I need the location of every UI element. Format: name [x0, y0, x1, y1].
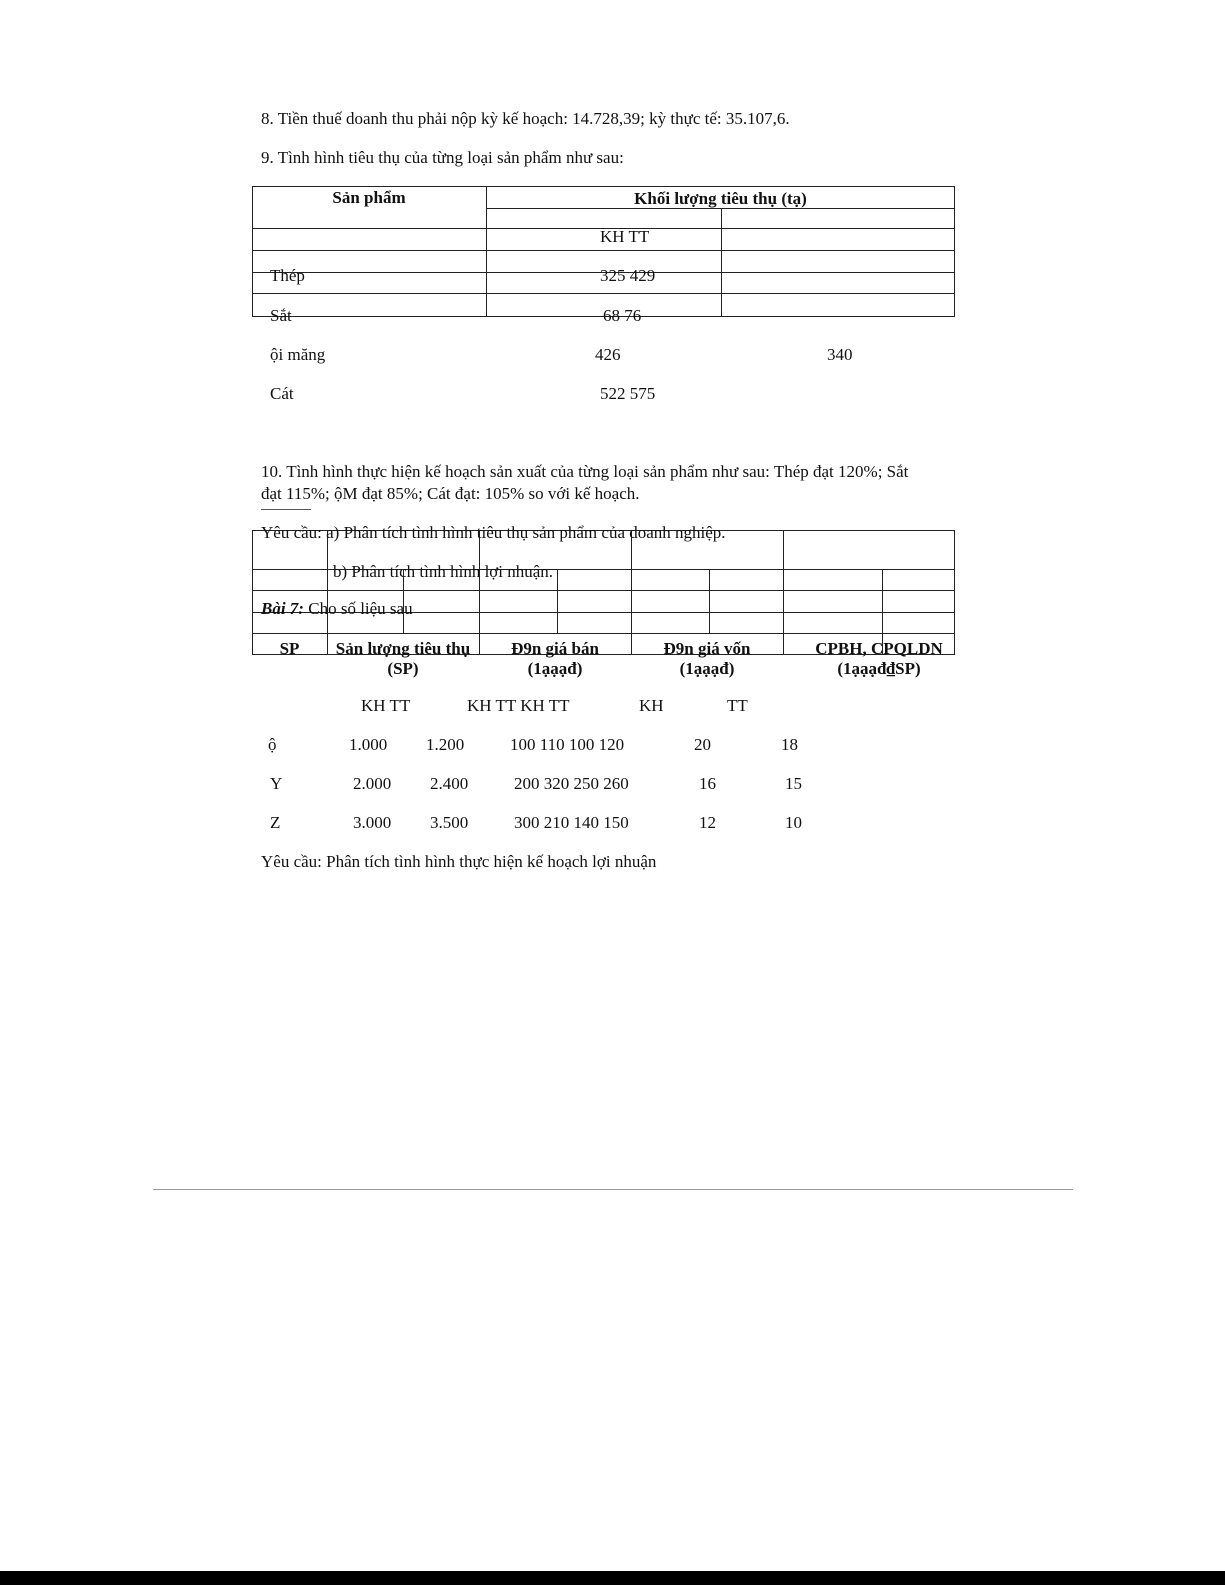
table2-row-sp: Y [270, 774, 283, 793]
table2-row-exp-tt: 18 [781, 735, 798, 754]
table2-row-prices: 200 320 250 260 [514, 774, 629, 793]
table1-row-name: ội măng [270, 345, 326, 364]
table2-col-divider [783, 530, 784, 655]
table2-row-tt: 3.500 [430, 813, 469, 832]
table2-col-divider [479, 530, 480, 655]
table2-row-exp-kh: 16 [699, 774, 716, 793]
bai7-label: Bài 7: [261, 599, 304, 618]
table1-header-product: Sản phẩm [332, 188, 406, 207]
bai7-text: Cho số liệu sau [303, 599, 413, 618]
table2-row-tt: 1.200 [426, 735, 465, 754]
table2-header-expense-unit: (1ạạạđ₫SP) [837, 659, 921, 678]
table2-row-exp-kh: 12 [699, 813, 716, 832]
requirement-a: Yêu cầu: a) Phân tích tình hình tiêu thụ sản phẩm của doanh nghiệp. [261, 523, 726, 542]
table1-row-values: 325 429 [600, 266, 656, 285]
viewer-bottom-bar [0, 1571, 1225, 1585]
table2-sub-kh: KH [639, 696, 664, 715]
table2-sub-tt: TT [727, 696, 748, 715]
table2-row-sp: ộ [268, 735, 277, 754]
table1-row-name: Thép [270, 266, 305, 285]
table1-row-name: Cát [270, 384, 294, 403]
table2-col-divider [631, 530, 632, 655]
table2-row-exp-kh: 20 [694, 735, 711, 754]
page-separator [153, 1189, 1073, 1190]
table2-header-price-unit: (1ạạạđ) [527, 659, 583, 678]
table2-header-cost-unit: (1ạạạđ) [679, 659, 735, 678]
table2-row-tt: 2.400 [430, 774, 469, 793]
table1-row-tt: 340 [827, 345, 853, 364]
table1-subheader: KH TT [600, 227, 650, 246]
table2-row-sp: Z [270, 813, 281, 832]
item-10-line-1: 10. Tình hình thực hiện kế hoạch sản xuất của từng loại sản phẩm như sau: Thép đạt 120%; Sắt [261, 462, 909, 481]
table1-row-line [486, 208, 955, 209]
table2-col-divider [709, 569, 710, 633]
table2-header-sp: SP [279, 639, 300, 658]
final-requirement: Yêu cầu: Phân tích tình hình thực hiện kế hoạch lợi nhuận [261, 852, 657, 871]
table1-row-kh: 426 [595, 345, 621, 364]
table2-sub-qty: KH TT [361, 696, 411, 715]
item-10-line-2: đạt 115%; ộM đạt 85%; Cát đạt: 105% so với kế hoạch. [261, 484, 640, 503]
table2-header-price: Đ9n giá bán [511, 639, 599, 658]
requirement-b: b) Phân tích tình hình lợi nhuận. [333, 562, 554, 581]
table1-col-divider-2 [721, 208, 722, 317]
table1-row-values: 522 575 [600, 384, 656, 403]
short-rule [261, 509, 311, 510]
table2-header-qty-unit: (SP) [387, 659, 419, 678]
table2-row-line [252, 590, 955, 591]
table2-header-cost: Đ9n giá vốn [663, 639, 751, 658]
table2-row-prices: 100 110 100 120 [510, 735, 625, 754]
table2-sub-prices: KH TT KH TT [467, 696, 570, 715]
table2-header-expense: CPBH, CPQLDN [815, 639, 943, 658]
table2-row-line [252, 633, 955, 634]
item-8-text: 8. Tiền thuế doanh thu phải nộp kỳ kế hoạch: 14.728,39; kỳ thực tế: 35.107,6. [261, 109, 790, 128]
table1-row-line [252, 293, 955, 294]
table1-header-volume: Khối lượng tiêu thụ (tạ) [634, 189, 807, 208]
table1-row-values: 68 76 [603, 306, 642, 325]
bai7-heading [261, 600, 413, 617]
table2-header-qty: Sản lượng tiêu thụ [335, 639, 471, 658]
table1-row-name: Sắt [270, 306, 292, 325]
table2-row-kh: 1.000 [349, 735, 388, 754]
table2-row-exp-tt: 15 [785, 774, 802, 793]
table2-row-kh: 3.000 [353, 813, 392, 832]
table2-col-divider [557, 569, 558, 633]
table1-row-line [252, 250, 955, 251]
item-9-text: 9. Tình hình tiêu thụ của từng loại sản phẩm như sau: [261, 148, 624, 167]
table2-frame [252, 530, 955, 658]
table2-row-prices: 300 210 140 150 [514, 813, 629, 832]
table2-col-divider [327, 530, 328, 655]
table2-row-exp-tt: 10 [785, 813, 802, 832]
table2-row-kh: 2.000 [353, 774, 392, 793]
